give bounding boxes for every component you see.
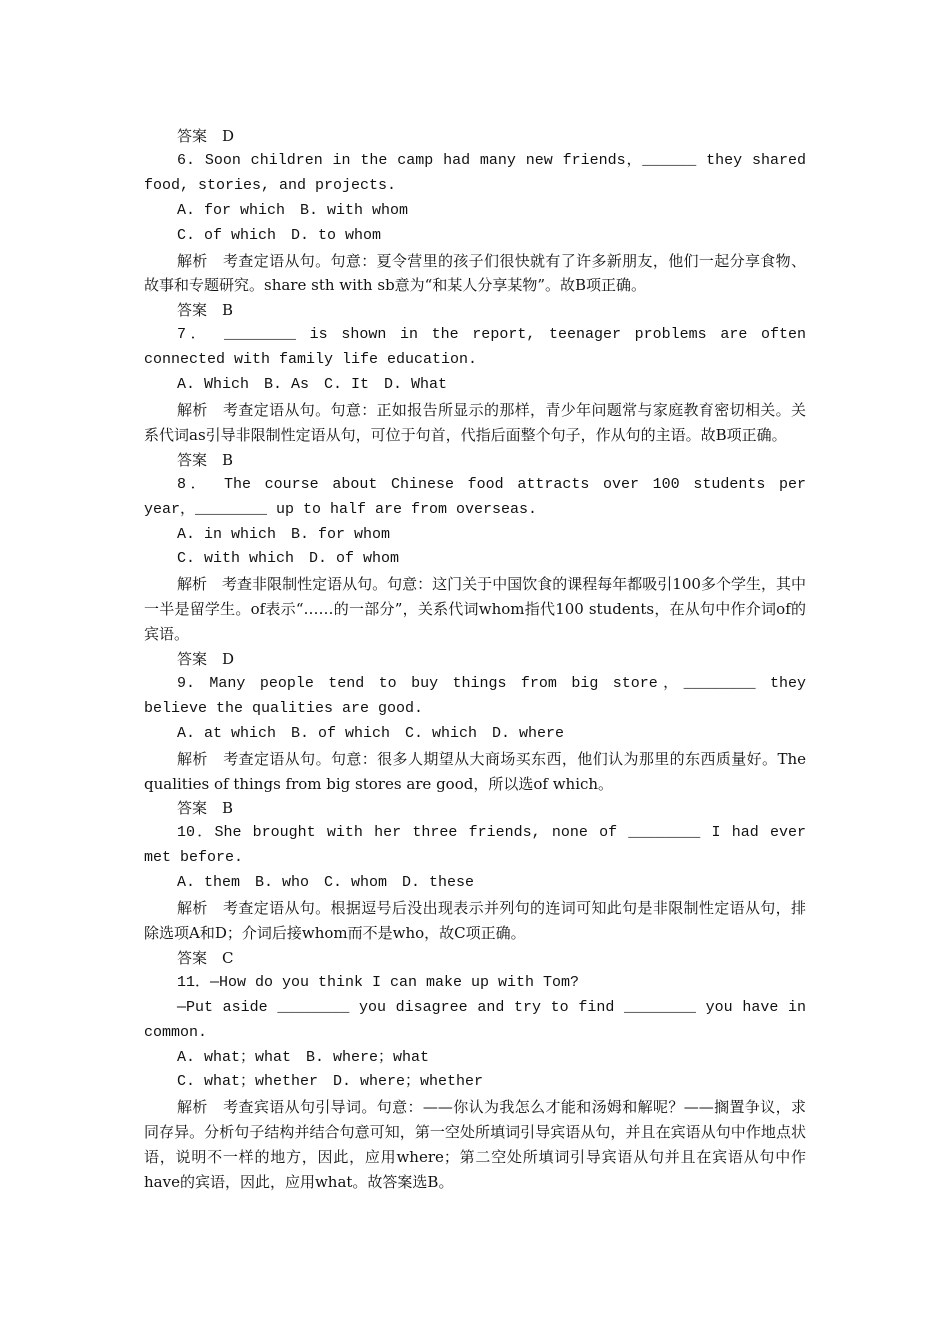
option-line: A. in which B. for whom (177, 525, 391, 543)
question-10: 10．She brought with her three friends, none of ________ I had ever met before. (144, 824, 806, 867)
option-line: A. for which B. with whom (177, 201, 409, 219)
analysis-paragraph: 解析 考查定语从句。根据逗号后没出现表示并列句的连词可知此句是非限制性定语从句，排除选项A和D；介词后接whom而不是who，故C项正确。 (144, 899, 806, 942)
analysis-paragraph: 解析 考查宾语从句引导词。句意：——你认为我怎么才能和汤姆和解呢？——搁置争议，求同存异。分析句子结构并结合句意可知，第一空处所填词引导宾语从句，并且在宾语从句中作地点状语，说明不一样的地方，因此，应用where；第二空处所填词引导宾语从句并且在宾语从句中作have的宾语，因此，应用what。故答案选B。 (144, 1098, 806, 1192)
question-8: 8． The course about Chinese food attracts over 100 students per year，________ up to half are from overseas. (144, 475, 806, 518)
analysis-paragraph: 解析 考查定语从句。句意：夏令营里的孩子们很快就有了许多新朋友，他们一起分享食物、故事和专题研究。share sth with sb意为“和某人分享某物”。故B项正确。 (144, 251, 806, 295)
question-6: 6. Soon children in the camp had many new friends，______ they shared food, stories, and projects. (144, 151, 806, 194)
answer-line: 答案 C (177, 948, 234, 967)
option-line: C. with which D. of whom (177, 550, 400, 568)
option-line: A. at which B. of which C. which D. where (177, 724, 565, 742)
option-line: C. what；whether D. where；whether (177, 1073, 484, 1091)
analysis-paragraph: 解析 考查定语从句。句意：很多人期望从大商场买东西，他们认为那里的东西质量好。The qualities of things from big stores are good，所以选of which。 (144, 749, 806, 793)
document-body (144, 124, 806, 1195)
option-line: A. what；what B. where；what (177, 1048, 430, 1066)
answer-line: 答案 B (177, 450, 234, 469)
answer-line: 答案 B (177, 301, 234, 320)
analysis-paragraph: 解析 考查定语从句。句意：正如报告所显示的那样，青少年问题常与家庭教育密切相关。关系代词as引导非限制性定语从句，可位于句首，代指后面整个句子，作从句的主语。故B项正确。 (144, 400, 806, 444)
question-11: 11．—How do you think I can make up with Tom? (177, 973, 580, 991)
question-11-response: —Put aside ________ you disagree and try to find ________ you have in common. (144, 998, 806, 1041)
answer-line: 答案 D (177, 127, 235, 145)
option-line: A. Which B. As C. It D. What (177, 376, 448, 394)
analysis-paragraph: 解析 考查非限制性定语从句。句意：这门关于中国饮食的课程每年都吸引100多个学生，其中一半是留学生。of表示“……的一部分”，关系代词whom指代100 students，在从句中作介词of的宾语。 (144, 575, 806, 644)
answer-line: 答案 D (177, 650, 235, 669)
question-7: 7． ________ is shown in the report, teenager problems are often connected with family life education. (144, 326, 806, 369)
answer-line: 答案 B (177, 799, 234, 818)
option-line: C. of which D. to whom (177, 226, 382, 244)
question-9: 9. Many people tend to buy things from big store，________ they believe the qualities are good. (144, 674, 806, 717)
option-line: A. them B. who C. whom D. these (177, 874, 475, 892)
